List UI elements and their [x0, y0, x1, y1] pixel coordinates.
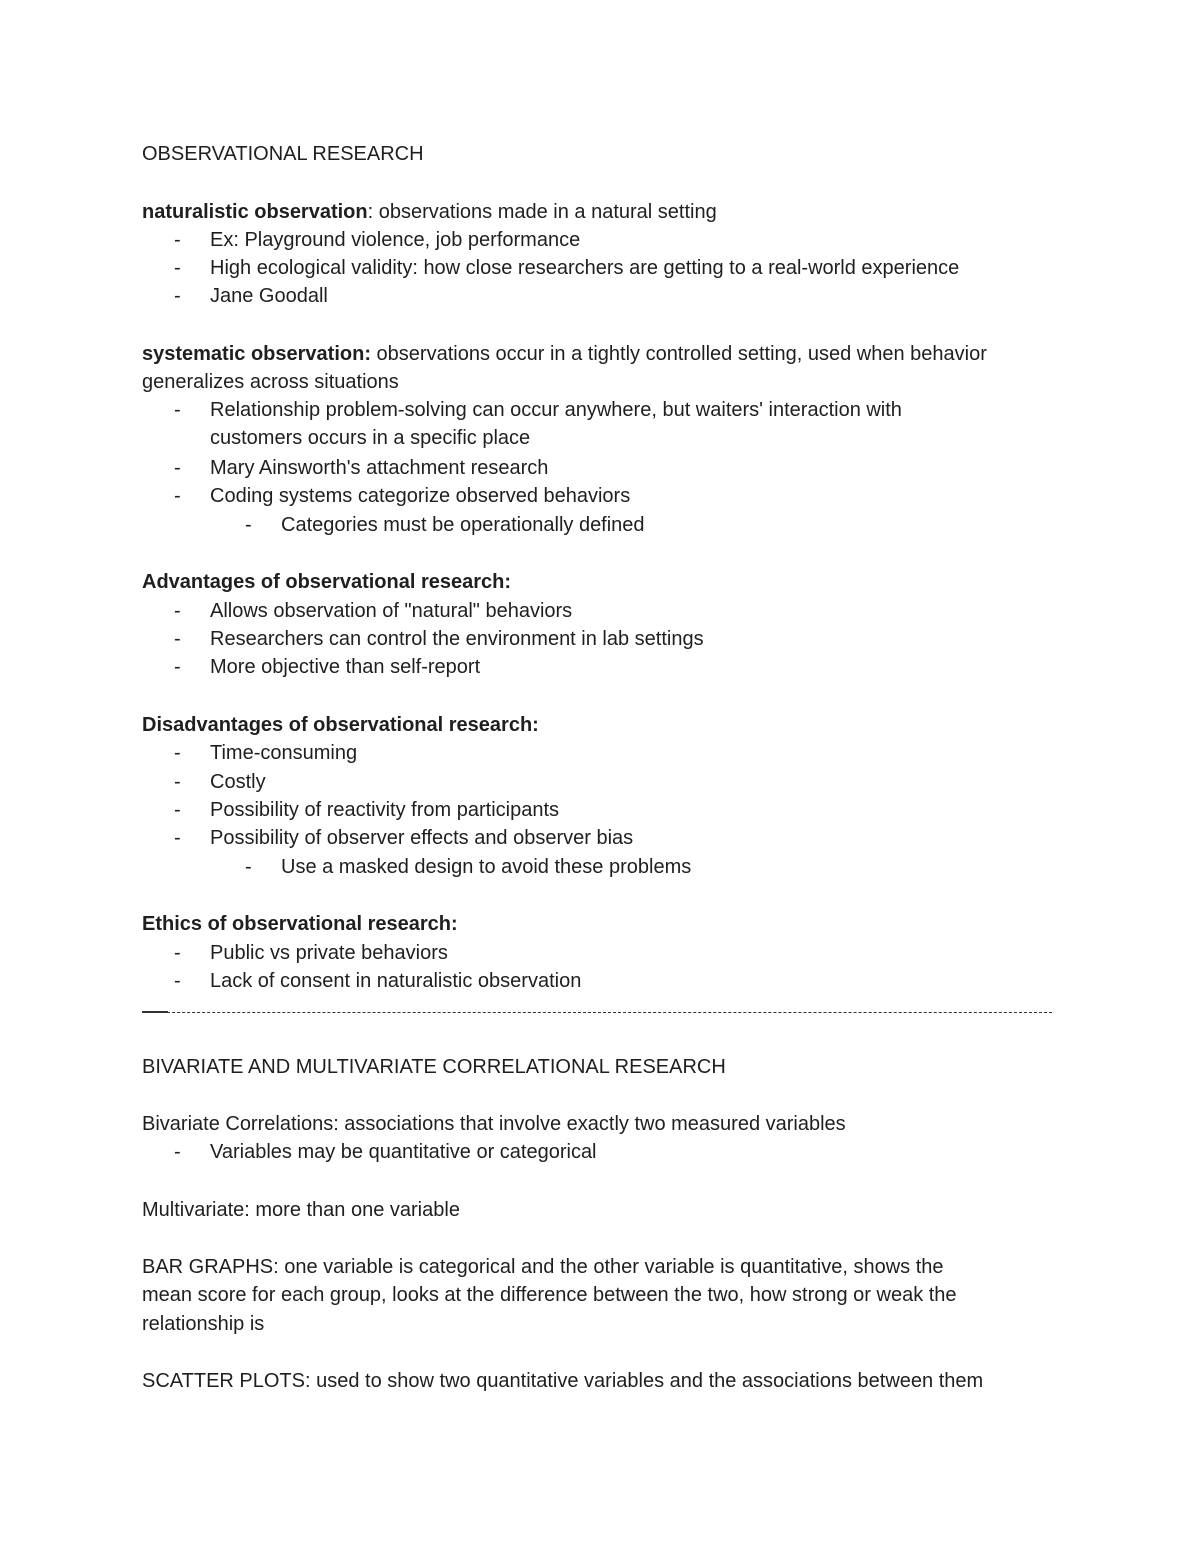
dash-marker: - [245, 856, 252, 878]
dash-marker: - [174, 942, 181, 964]
dash-marker: - [174, 457, 181, 479]
systematic-definition [142, 340, 987, 368]
bullet-text: Researchers can control the environment in lab settings [210, 628, 704, 650]
naturalistic-definition [142, 198, 717, 226]
bar-graphs-paragraph-line-2: mean score for each group, looks at the difference between the two, how strong or weak the [142, 1284, 957, 1306]
dash-marker: - [174, 771, 181, 793]
dash-marker: - [174, 656, 181, 678]
bullet-text: Lack of consent in naturalistic observation [210, 970, 582, 992]
naturalistic-definition-text: : observations made in a natural setting [367, 201, 717, 223]
bullet-text: Coding systems categorize observed behaviors [210, 485, 631, 507]
bullet-text: Possibility of reactivity from participants [210, 799, 560, 821]
dash-marker: - [174, 1141, 181, 1163]
advantages-heading: Advantages of observational research: [142, 571, 512, 593]
bar-graphs-paragraph-line-1: BAR GRAPHS: one variable is categorical and the other variable is quantitative, shows the [142, 1256, 944, 1278]
naturalistic-term: naturalistic observation [142, 201, 368, 223]
bullet-text: Mary Ainsworth's attachment research [210, 457, 549, 479]
bullet-text: Costly [210, 771, 266, 793]
bivariate-definition: Bivariate Correlations: associations that involve exactly two measured variables [142, 1113, 846, 1135]
bullet-text: Variables may be quantitative or categorical [210, 1141, 597, 1163]
bullet-text: Jane Goodall [210, 285, 328, 307]
bullet-text: More objective than self-report [210, 656, 481, 678]
dash-marker: - [174, 399, 181, 421]
bullet-text: Relationship problem-solving can occur anywhere, but waiters' interaction with [210, 399, 902, 421]
dash-marker: - [245, 514, 252, 536]
section-heading-correlational: BIVARIATE AND MULTIVARIATE CORRELATIONAL RESEARCH [142, 1056, 726, 1078]
bullet-text: Use a masked design to avoid these problems [281, 856, 692, 878]
dash-marker: - [174, 628, 181, 650]
systematic-definition-text: observations occur in a tightly controlled setting, used when behavior [370, 343, 987, 365]
dash-marker: - [174, 799, 181, 821]
dash-marker: - [174, 229, 181, 251]
dash-marker: - [174, 970, 181, 992]
bullet-text: Ex: Playground violence, job performance [210, 229, 581, 251]
bullet-text: customers occurs in a specific place [210, 427, 531, 449]
dash-marker: - [174, 285, 181, 307]
section-divider [142, 1012, 1052, 1013]
multivariate-definition: Multivariate: more than one variable [142, 1199, 460, 1221]
bar-graphs-paragraph-line-3: relationship is [142, 1313, 265, 1335]
bullet-text: High ecological validity: how close researchers are getting to a real-world experience [210, 257, 960, 279]
dash-marker: - [174, 485, 181, 507]
bullet-text: Allows observation of "natural" behaviors [210, 600, 573, 622]
bullet-text: Possibility of observer effects and observer bias [210, 827, 634, 849]
dash-marker: - [174, 257, 181, 279]
dash-marker: - [174, 827, 181, 849]
ethics-heading: Ethics of observational research: [142, 913, 458, 935]
bullet-text: Public vs private behaviors [210, 942, 448, 964]
scatter-plots-paragraph: SCATTER PLOTS: used to show two quantitative variables and the associations between them [142, 1370, 984, 1392]
dash-marker: - [174, 600, 181, 622]
dash-marker: - [174, 742, 181, 764]
systematic-term: systematic observation: [142, 343, 371, 365]
disadvantages-heading: Disadvantages of observational research: [142, 714, 539, 736]
systematic-definition-continued: generalizes across situations [142, 371, 399, 393]
bullet-text: Time-consuming [210, 742, 358, 764]
bullet-text: Categories must be operationally defined [281, 514, 645, 536]
section-heading-observational: OBSERVATIONAL RESEARCH [142, 143, 424, 165]
